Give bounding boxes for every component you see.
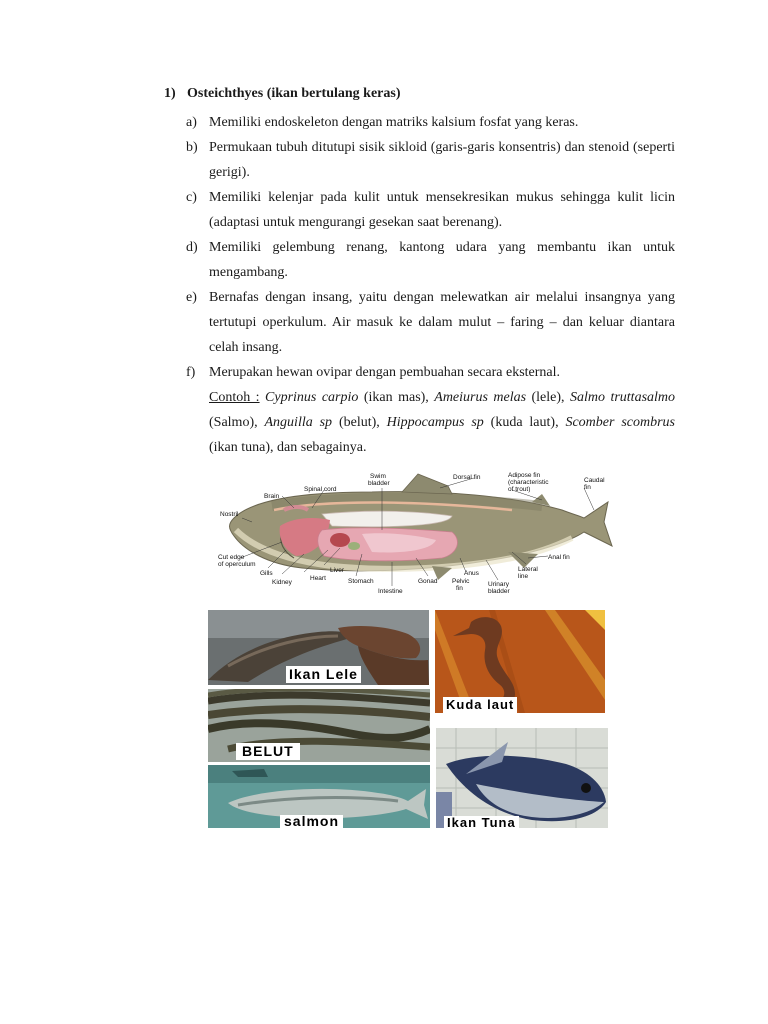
label-adipose-fin: Adipose fin — [508, 472, 541, 479]
label-adipose-fin: (characteristic — [508, 479, 549, 486]
list-item-text: Memiliki kelenjar pada kulit untuk mensekresikan mukus sehingga kulit licin (adaptasi untuk mengurangi gesekan saat berenang). — [209, 190, 675, 230]
photo-belut — [208, 689, 430, 762]
list-item — [186, 235, 675, 285]
photo-ikan-lele — [208, 610, 429, 685]
characteristics-list — [186, 110, 675, 460]
list-item-letter: f) — [186, 365, 196, 380]
common-name: (ikan mas), — [358, 390, 435, 405]
label-lateral-line: line — [518, 573, 529, 580]
dorsal-fin-shape — [402, 474, 452, 494]
caption-salmon: salmon — [280, 815, 343, 828]
common-name: (lele), — [526, 390, 570, 405]
section-number: 1) — [164, 86, 176, 101]
caption-belut: BELUT — [236, 743, 300, 760]
label-dorsal-fin: Dorsal fin — [453, 474, 481, 481]
label-anus: Anus — [464, 570, 479, 577]
list-item-text: Memiliki gelembung renang, kantong udara yang membantu ikan untuk mengambang. — [209, 240, 675, 280]
common-name: (Salmo), — [209, 415, 265, 430]
label-swim-bladder: bladder — [368, 480, 390, 487]
label-kidney: Kidney — [272, 579, 292, 586]
list-item — [186, 110, 675, 135]
label-liver: Liver — [330, 567, 345, 574]
label-lateral-line: Lateral — [518, 566, 538, 573]
common-name: (kuda laut), — [483, 415, 566, 430]
label-spinal-cord: Spinal cord — [304, 486, 337, 493]
common-name: (belut), — [332, 415, 387, 430]
list-item-letter: a) — [186, 115, 197, 130]
label-brain: Brain — [264, 493, 280, 500]
label-pelvic-fin: Pelvic — [452, 578, 470, 585]
section-heading — [164, 86, 401, 102]
label-pelvic-fin: fin — [456, 585, 463, 592]
list-item — [186, 185, 675, 235]
list-item — [186, 135, 675, 185]
label-anal-fin: Anal fin — [548, 554, 570, 561]
species-name: Salmo truttasalmo — [570, 390, 676, 405]
label-nostril: Nostril — [220, 511, 239, 518]
examples-label: Contoh : — [209, 390, 260, 405]
label-heart: Heart — [310, 575, 326, 582]
section-title: Osteichthyes (ikan bertulang keras) — [187, 86, 401, 101]
examples-paragraph — [186, 385, 675, 460]
list-item — [186, 285, 675, 360]
list-item-letter: c) — [186, 190, 197, 205]
label-stomach: Stomach — [348, 578, 374, 585]
list-item-text: Memiliki endoskeleton dengan matriks kalsium fosfat yang keras. — [209, 115, 579, 130]
list-item-letter: d) — [186, 240, 198, 255]
photo-ikan-tuna — [436, 728, 608, 828]
label-cut-edge: of operculum — [218, 561, 256, 568]
species-name: Anguilla sp — [264, 415, 333, 430]
fish-anatomy-diagram — [212, 470, 624, 596]
label-swim-bladder: Swim — [370, 473, 386, 480]
list-item-text: Bernafas dengan insang, yaitu dengan melewatkan air melalui insangnya yang tertutupi operkulum. Air masuk ke dalam mulut – faring – dan keluar diantara celah insang. — [209, 290, 675, 355]
list-item-text: Merupakan hewan ovipar dengan pembuahan secara eksternal. — [209, 365, 561, 380]
list-item-letter: e) — [186, 290, 197, 305]
label-cut-edge: Cut edge — [218, 554, 245, 561]
caption-ikan-tuna: Ikan Tuna — [444, 816, 519, 828]
species-name: Scomber scombrus — [565, 415, 675, 430]
species-name: Hippocampus sp — [386, 415, 484, 430]
list-item-text: Permukaan tubuh ditutupi sisik sikloid (garis-garis konsentris) dan stenoid (seperti gerigi). — [209, 140, 675, 180]
label-gonad: Gonad — [418, 578, 438, 585]
label-urinary-bladder: Urinary — [488, 581, 509, 588]
species-name: Ameiurus melas — [434, 390, 527, 405]
caption-kuda-laut: Kuda laut — [443, 697, 517, 713]
list-item — [186, 360, 675, 385]
common-name: (ikan tuna), dan sebagainya. — [209, 440, 367, 455]
list-item-letter: b) — [186, 140, 198, 155]
label-urinary-bladder: bladder — [488, 588, 510, 595]
species-name: Cyprinus carpio — [265, 390, 359, 405]
photo-kuda-laut — [435, 610, 605, 713]
label-intestine: Intestine — [378, 588, 403, 595]
caption-ikan-lele: Ikan Lele — [286, 666, 361, 683]
label-caudal-fin: Caudal — [584, 477, 605, 484]
photo-salmon — [208, 765, 430, 828]
label-caudal-fin: fin — [584, 484, 591, 491]
label-gills: Gills — [260, 570, 273, 577]
label-adipose-fin: of trout) — [508, 486, 531, 493]
